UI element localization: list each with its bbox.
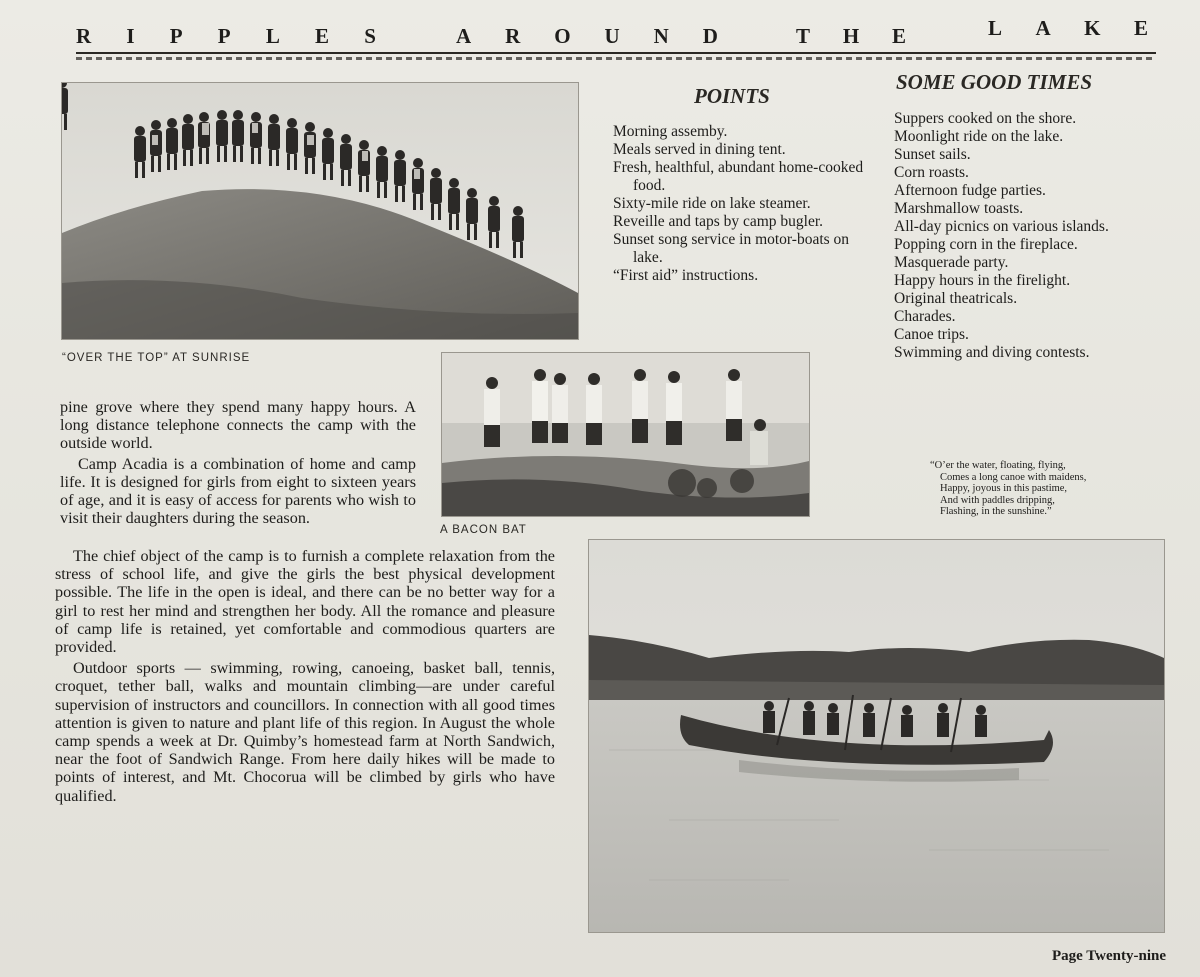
- points-list: [613, 123, 871, 285]
- poem-line: “O’er the water, floating, flying,: [930, 460, 1066, 471]
- page-number: Page Twenty-nine: [1051, 948, 1166, 964]
- good-times-item: Sunset sails.: [894, 146, 971, 163]
- points-item: Reveille and taps by camp bugler.: [613, 213, 824, 230]
- points-item: Meals served in dining tent.: [613, 141, 786, 158]
- body-paragraph: pine grove where they spend many happy hours. A long distance telephone connects the camp with the outside world.: [60, 398, 416, 453]
- poem-line: Flashing, in the sunshine.”: [940, 506, 1052, 517]
- good-times-item: Marshmallow toasts.: [894, 200, 1024, 217]
- points-item: Sixty-mile ride on lake steamer.: [613, 195, 811, 212]
- photo-canoe: [589, 540, 1164, 932]
- poem-line: Comes a long canoe with maidens,: [940, 471, 1087, 483]
- good-times-item: Afternoon fudge parties.: [894, 182, 1046, 199]
- body-paragraph: The chief object of the camp is to furnish a complete relaxation from the stress of school life, and give the girls the best physical development possible. The life in the open is ideal, and there can be no better way for a girl to rest her mind and strengthen her body. All the romance and pleasure of camp life is retained, yet comfortable and commodious quarters are provided.: [55, 547, 555, 657]
- good-times-item: Masquerade party.: [894, 254, 1009, 271]
- body-paragraph: Camp Acadia is a combination of home and camp life. It is designed for girls from eight to sixteen years of age, and it is easy of access for parents who wish to visit their daughters during the season.: [60, 454, 416, 528]
- header-word-2: A R O U N D: [456, 24, 718, 48]
- good-times-item: All-day picnics on various islands.: [894, 218, 1109, 235]
- good-times-item: Moonlight ride on the lake.: [894, 128, 1064, 145]
- caption-bacon-bat: A BACON BAT: [440, 524, 527, 536]
- points-heading: POINTS: [694, 84, 770, 108]
- poem-quote: [930, 460, 1086, 518]
- good-times-item: Canoe trips.: [894, 326, 969, 343]
- good-times-heading: SOME GOOD TIMES: [896, 70, 1093, 94]
- good-times-item: Popping corn in the fireplace.: [894, 236, 1078, 253]
- points-item: Sunset song service in motor-boats on lake.: [613, 231, 850, 266]
- body-text-upper: [60, 398, 416, 527]
- poem-line: And with paddles dripping,: [940, 494, 1055, 506]
- points-item: Morning assemby.: [613, 123, 728, 140]
- photo-bacon-bat: [442, 353, 809, 516]
- good-times-item: Happy hours in the firelight.: [894, 272, 1071, 289]
- points-item: Fresh, healthful, abundant home-cooked food.: [613, 159, 864, 194]
- page-header: [76, 12, 1156, 52]
- good-times-list: [894, 110, 1158, 362]
- points-item: “First aid” instructions.: [613, 267, 759, 284]
- good-times-item: Swimming and diving contests.: [894, 344, 1090, 361]
- header-word-4: L A K E: [988, 16, 1148, 40]
- poem-line: Happy, joyous in this pastime,: [940, 483, 1068, 494]
- body-paragraph: Outdoor sports — swimming, rowing, canoeing, basket ball, tennis, croquet, tether ball, walks and mountain climbing—are under careful supervision of instructors and councillors. In connection with all good times attention is given to nature and plant life of this region. In August the whole camp spends a week at Dr. Quimby’s homestead farm at North Sandwich, near the foot of Sandwich Range. From here daily hikes will be made to points of interest, and Mt. Chocorua will be climbed by girls who have qualified.: [55, 659, 555, 805]
- header-word-1: R I P P L E S: [76, 24, 376, 48]
- good-times-item: Charades.: [894, 308, 956, 325]
- caption-over-the-top: “OVER THE TOP” AT SUNRISE: [62, 352, 251, 364]
- header-rule: [76, 52, 1156, 64]
- photo-over-the-top: [62, 83, 578, 339]
- header-word-3: T H E: [796, 24, 906, 48]
- good-times-item: Suppers cooked on the shore.: [894, 110, 1077, 127]
- body-text-lower: [55, 547, 555, 805]
- good-times-item: Corn roasts.: [894, 164, 969, 181]
- good-times-item: Original theatricals.: [894, 290, 1018, 307]
